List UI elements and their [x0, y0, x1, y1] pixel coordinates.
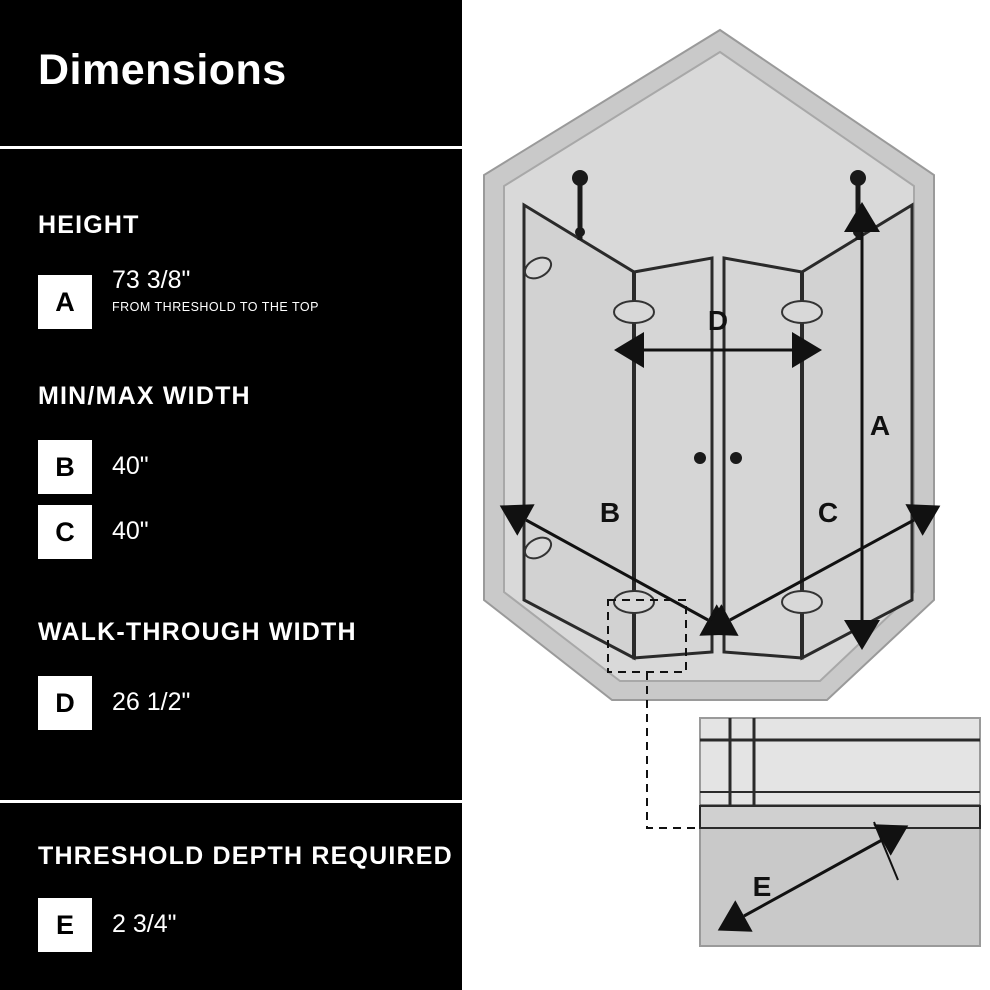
section-heading-minmax-width: MIN/MAX WIDTH — [38, 382, 251, 410]
value-c: 40" — [112, 517, 149, 545]
shower-enclosure-illustration — [462, 0, 990, 990]
badge-b: B — [38, 440, 92, 494]
dimension-label-b: B — [599, 497, 621, 528]
dimension-label-e: E — [752, 871, 772, 902]
section-heading-walkthrough-width: WALK-THROUGH WIDTH — [38, 618, 357, 646]
section-heading-threshold-depth: THRESHOLD DEPTH REQUIRED — [38, 842, 453, 870]
section-heading-height: HEIGHT — [38, 211, 140, 239]
value-e: 2 3/4" — [112, 910, 177, 938]
badge-e: E — [38, 898, 92, 952]
dimension-label-c: C — [817, 497, 839, 528]
dimension-label-d: D — [707, 305, 729, 336]
value-a: 73 3/8" — [112, 266, 191, 294]
divider-top — [0, 146, 462, 149]
divider-bottom — [0, 800, 462, 803]
page-title: Dimensions — [38, 46, 287, 94]
badge-d: D — [38, 676, 92, 730]
dimensions-panel — [0, 0, 462, 990]
dimension-label-a: A — [869, 410, 891, 441]
value-b: 40" — [112, 452, 149, 480]
value-d: 26 1/2" — [112, 688, 191, 716]
note-a: FROM THRESHOLD TO THE TOP — [112, 300, 319, 314]
badge-a: A — [38, 275, 92, 329]
threshold-detail-inset — [700, 718, 980, 946]
badge-c: C — [38, 505, 92, 559]
